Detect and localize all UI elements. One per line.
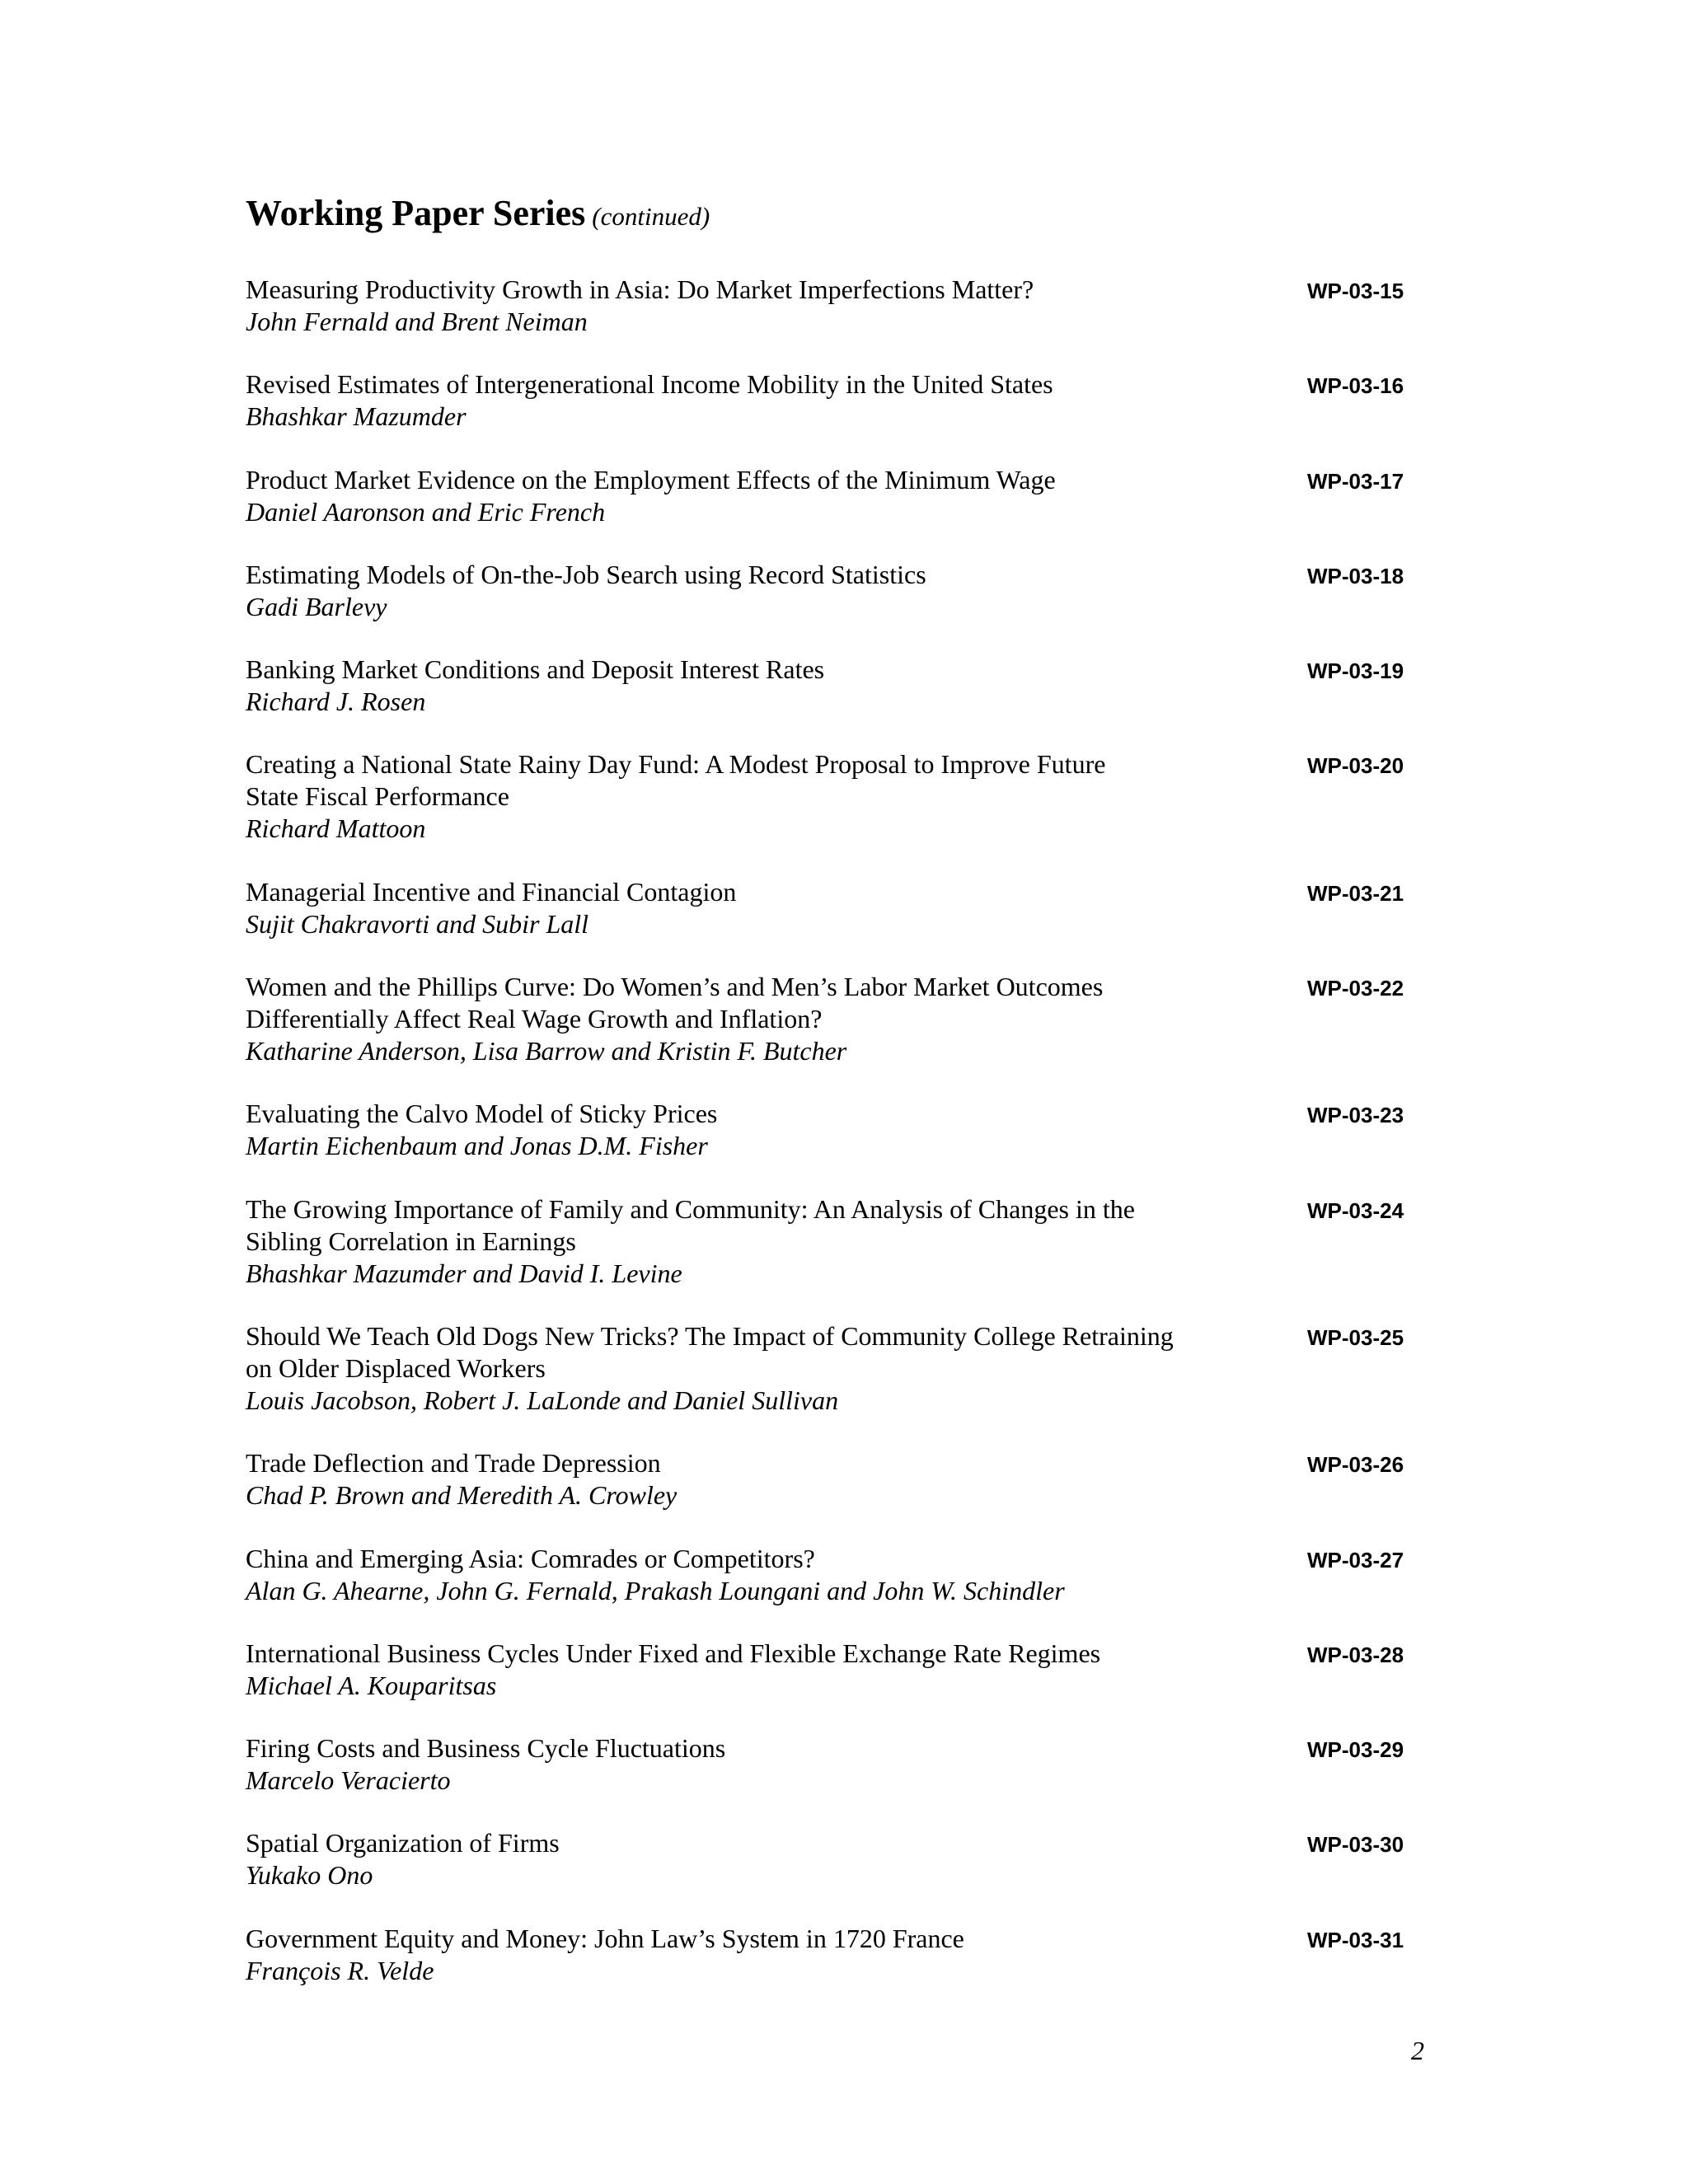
page-number: 2 <box>1411 2036 1424 2065</box>
paper-entry <box>246 1098 1432 1162</box>
paper-title-line: Product Market Evidence on the Employment Effects of the Minimum Wage <box>246 464 1056 494</box>
paper-authors: Louis Jacobson, Robert J. LaLonde and Daniel Sullivan <box>246 1385 839 1415</box>
paper-code: WP-03-28 <box>1307 1642 1404 1667</box>
paper-entry <box>246 748 1432 845</box>
series-title: Working Paper Series <box>246 193 586 233</box>
paper-code: WP-03-15 <box>1307 279 1404 303</box>
paper-title-line: Managerial Incentive and Financial Contagion <box>246 876 737 907</box>
paper-entry <box>246 1827 1432 1891</box>
paper-code: WP-03-24 <box>1307 1197 1404 1223</box>
paper-authors: Yukako Ono <box>246 1860 373 1891</box>
paper-title-line: International Business Cycles Under Fixed and Flexible Exchange Rate Regimes <box>246 1638 1101 1668</box>
paper-entry <box>246 876 1432 940</box>
paper-title-line: Estimating Models of On-the-Job Search using Record Statistics <box>246 559 926 589</box>
paper-title-line: Measuring Productivity Growth in Asia: Do Market Imperfections Matter? <box>246 274 1034 304</box>
paper-authors: John Fernald and Brent Neiman <box>246 307 588 336</box>
paper-code: WP-03-27 <box>1307 1547 1404 1572</box>
paper-authors: Daniel Aaronson and Eric French <box>246 496 606 527</box>
paper-entry <box>246 1923 1432 1987</box>
paper-title-line: Creating a National State Rainy Day Fund: A Modest Proposal to Improve Future <box>246 749 1106 780</box>
paper-title-line: Firing Costs and Business Cycle Fluctuations <box>246 1733 726 1764</box>
paper-title-line: The Growing Importance of Family and Community: An Analysis of Changes in the <box>246 1193 1135 1224</box>
paper-title-line: Women and the Phillips Curve: Do Women’s and Men’s Labor Market Outcomes <box>246 972 1104 1002</box>
paper-entry <box>246 1543 1432 1607</box>
paper-code: WP-03-26 <box>1307 1452 1404 1478</box>
paper-entry <box>246 1732 1432 1797</box>
paper-authors: Martin Eichenbaum and Jonas D.M. Fisher <box>246 1131 708 1161</box>
paper-code: WP-03-17 <box>1307 468 1404 494</box>
paper-code: WP-03-25 <box>1307 1324 1404 1350</box>
paper-title-line: Revised Estimates of Intergenerational Income Mobility in the United States <box>246 369 1053 400</box>
paper-entry <box>246 274 1432 338</box>
paper-code: WP-03-22 <box>1307 976 1404 1001</box>
paper-authors: Marcelo Veracierto <box>246 1765 451 1796</box>
paper-code: WP-03-29 <box>1307 1737 1404 1763</box>
paper-title-line: Trade Deflection and Trade Depression <box>246 1448 661 1479</box>
paper-title-line: China and Emerging Asia: Comrades or Competitors? <box>246 1543 815 1573</box>
paper-code: WP-03-20 <box>1307 753 1404 779</box>
paper-code: WP-03-30 <box>1307 1832 1404 1858</box>
paper-title-line: Spatial Organization of Firms <box>246 1828 560 1858</box>
paper-entry <box>246 1193 1432 1290</box>
paper-title-line: Government Equity and Money: John Law’s System in 1720 France <box>246 1923 964 1953</box>
paper-code: WP-03-21 <box>1307 880 1404 906</box>
paper-title-line: Banking Market Conditions and Deposit Interest Rates <box>246 654 825 685</box>
paper-title-line: Evaluating the Calvo Model of Sticky Prices <box>246 1099 718 1129</box>
paper-authors: Bhashkar Mazumder <box>246 401 467 432</box>
paper-code: WP-03-31 <box>1307 1927 1404 1952</box>
paper-authors: Richard Mattoon <box>246 813 426 844</box>
paper-entry <box>246 654 1432 718</box>
paper-authors: Chad P. Brown and Meredith A. Crowley <box>246 1480 678 1511</box>
paper-title-line: Should We Teach Old Dogs New Tricks? The Impact of Community College Retraining <box>246 1320 1174 1351</box>
paper-authors: Alan G. Ahearne, John G. Fernald, Prakash Loungani and John W. Schindler <box>246 1575 1065 1605</box>
paper-code: WP-03-23 <box>1307 1103 1404 1128</box>
paper-title-line: Sibling Correlation in Earnings <box>246 1226 576 1256</box>
paper-authors: François R. Velde <box>246 1955 434 1985</box>
page-heading <box>246 195 710 232</box>
paper-authors: Michael A. Kouparitsas <box>246 1670 497 1700</box>
paper-code: WP-03-19 <box>1307 658 1404 684</box>
paper-authors: Sujit Chakravorti and Subir Lall <box>246 908 589 939</box>
paper-list <box>246 274 1432 2018</box>
paper-entry <box>246 464 1432 528</box>
paper-entry <box>246 1320 1432 1417</box>
paper-entry <box>246 1638 1432 1702</box>
paper-authors: Richard J. Rosen <box>246 687 426 717</box>
paper-authors: Gadi Barlevy <box>246 591 387 621</box>
paper-title-line: Differentially Affect Real Wage Growth and Inflation? <box>246 1004 823 1034</box>
series-subtitle: (continued) <box>592 202 710 231</box>
paper-authors: Katharine Anderson, Lisa Barrow and Kristin F. Butcher <box>246 1036 847 1066</box>
paper-code: WP-03-16 <box>1307 373 1404 399</box>
paper-authors: Bhashkar Mazumder and David I. Levine <box>246 1258 682 1288</box>
paper-code: WP-03-18 <box>1307 563 1404 588</box>
paper-title-line: on Older Displaced Workers <box>246 1352 546 1383</box>
paper-entry <box>246 368 1432 433</box>
paper-entry <box>246 1447 1432 1511</box>
paper-entry <box>246 971 1432 1067</box>
paper-entry <box>246 559 1432 623</box>
paper-title-line: State Fiscal Performance <box>246 781 509 812</box>
